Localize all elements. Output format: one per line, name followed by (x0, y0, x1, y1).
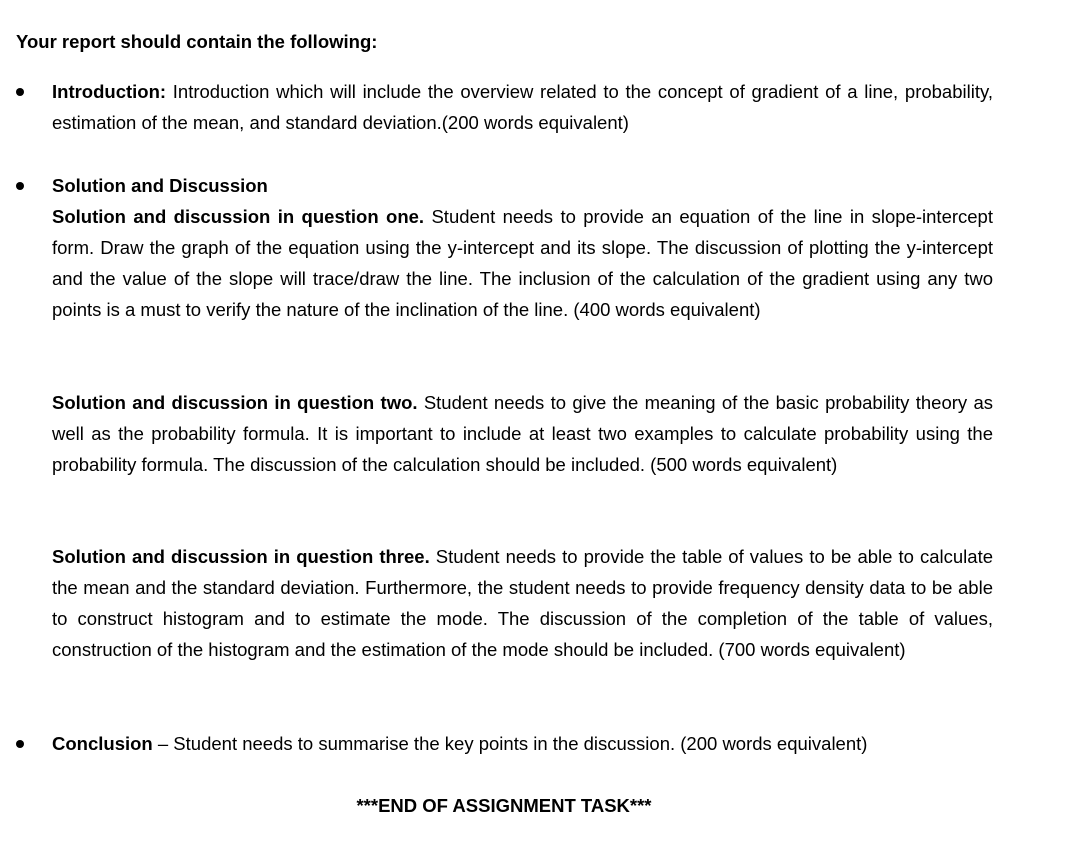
bullet-introduction (16, 88, 24, 96)
solution-title (52, 170, 993, 201)
question-three-paragraph (52, 541, 993, 665)
question-one-label: Solution and discussion in question one. (52, 206, 425, 227)
introduction-text: Introduction which will include the overview related to the concept of gradient of a line, probability, estimation of the mean, and standard deviation.(200 words equivalent) (52, 81, 993, 133)
question-two-text: Student needs to give the meaning of the basic probability theory as well as the probability formula. It is important to include at least two examples to calculate probability using the probability formula. The discussion of the calculation should be included. (500 words equivalent) (52, 392, 993, 475)
conclusion-label: Conclusion (52, 733, 153, 754)
report-heading: Your report should contain the following: (16, 31, 378, 52)
introduction-paragraph (52, 76, 993, 138)
end-of-task-marker: ***END OF ASSIGNMENT TASK*** (356, 795, 652, 816)
conclusion-paragraph (52, 728, 993, 759)
question-three-text: Student needs to provide the table of values to be able to calculate the mean and the standard deviation. Furthermore, the student needs to provide frequency density data to be able to construct histogram and to estimate the mode. The discussion of the completion of the table of values, construction of the histogram and the estimation of the mode should be included. (700 words equivalent) (52, 546, 993, 660)
conclusion-text: – Student needs to summarise the key points in the discussion. (200 words equivalent) (152, 733, 868, 754)
bullet-solution (16, 182, 24, 190)
question-one-paragraph (52, 201, 993, 325)
introduction-label: Introduction: (52, 81, 167, 102)
solution-title-text: Solution and Discussion (52, 175, 268, 196)
question-three-label: Solution and discussion in question three. (52, 546, 430, 567)
question-two-label: Solution and discussion in question two. (52, 392, 418, 413)
question-one-text: Student needs to provide an equation of the line in slope-intercept form. Draw the graph of the equation using the y-intercept and its slope. The discussion of plotting the y-intercept and the value of the slope will trace/draw the line. The inclusion of the calculation of the gradient using any two points is a must to verify the nature of the inclination of the line. (400 words equivalent) (52, 206, 993, 320)
bullet-conclusion (16, 740, 24, 748)
question-two-paragraph (52, 387, 993, 480)
